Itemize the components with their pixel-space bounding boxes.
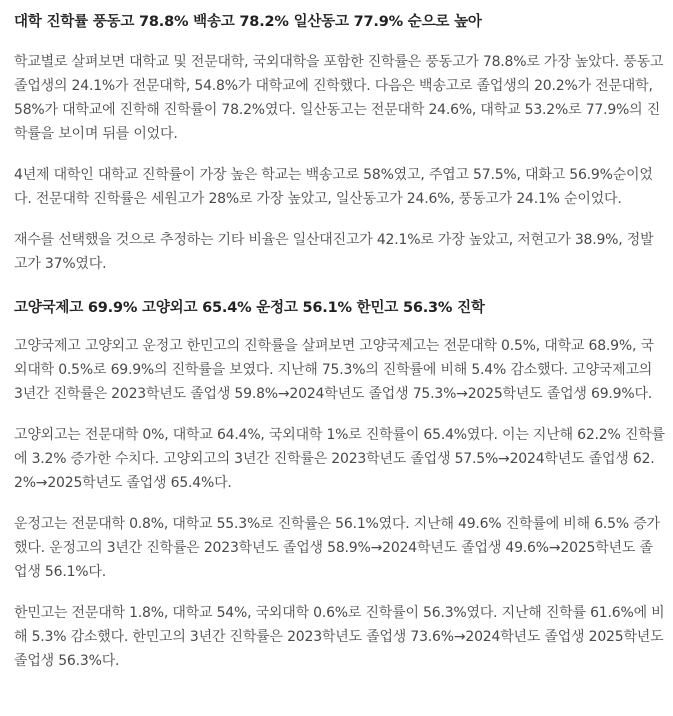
paragraph-goyang-international: 고양국제고 고양외고 운정고 한민고의 진학률을 살펴보면 고양국제고는 전문대학 0.5%, 대학교 68.9%, 국외대학 0.5%로 69.9%의 진학률을 보였다. 지난해 75.3%의 진학률에 비해 5.4% 감소했다. 고양국제고의 3년간 진학률은 2023학년도 졸업생 59.8%→2024학년도 졸업생 75.3%→2025학년도 졸업생 69.9%다. [14,338,654,402]
paragraph-school-rates: 학교별로 살펴보면 대학교 및 전문대학, 국외대학을 포함한 진학률은 풍동고가 78.8%로 가장 높았다. 풍동고 졸업생의 24.1%가 전문대학, 54.8%가 대학교에 진학했다. 다음은 백송고로 졸업생의 20.2%가 전문대학, 58%가 대학교에 진학해 진학률이 78.2%였다. 일산동고는 전문대학 24.6%, 대학교 53.2%로 77.9%의 진학률을 보이며 뒤를 이었다. [14,54,664,142]
section-heading-special-schools: 고양국제고 69.9% 고양외고 65.4% 운정고 56.1% 한민고 56.3% 진학 [14,300,485,316]
paragraph-other-rates: 재수를 선택했을 것으로 추정하는 기타 비율은 일산대진고가 42.1%로 가장 높았고, 저현고가 38.9%, 정발고가 37%였다. [14,232,654,272]
paragraph-hanmin: 한민고는 전문대학 1.8%, 대학교 54%, 국외대학 0.6%로 진학률이 56.3%였다. 지난해 진학률 61.6%에 비해 5.3% 감소했다. 한민고의 3년간 진학률은 2023학년도 졸업생 73.6%→2024학년도 졸업생 2025학년도 졸업생 56.3%다. [14,605,665,669]
section-heading-university-rates: 대학 진학률 풍동고 78.8% 백송고 78.2% 일산동고 77.9% 순으로 높아 [14,14,482,30]
paragraph-goyang-foreign-language: 고양외고는 전문대학 0%, 대학교 64.4%, 국외대학 1%로 진학률이 65.4%였다. 이는 지난해 62.2% 진학률에 3.2% 증가한 수치다. 고양외고의 3년간 진학률은 2023학년도 졸업생 57.5%→2024학년도 졸업생 62.2%→2025학년도 졸업생 65.4%다. [14,427,665,491]
paragraph-unjeong: 운정고는 전문대학 0.8%, 대학교 55.3%로 진학률은 56.1%였다. 지난해 49.6% 진학률에 비해 6.5% 증가했다. 운정고의 3년간 진학률은 2023학년도 졸업생 58.9%→2024학년도 졸업생 49.6%→2025학년도 졸업생 56.1%다. [14,516,660,580]
paragraph-four-year-rates: 4년제 대학인 대학교 진학률이 가장 높은 학교는 백송고로 58%였고, 주엽고 57.5%, 대화고 56.9%순이었다. 전문대학 진학률은 세원고가 28%로 가장 높았고, 일산동고가 24.6%, 풍동고가 24.1% 순이었다. [14,167,653,207]
